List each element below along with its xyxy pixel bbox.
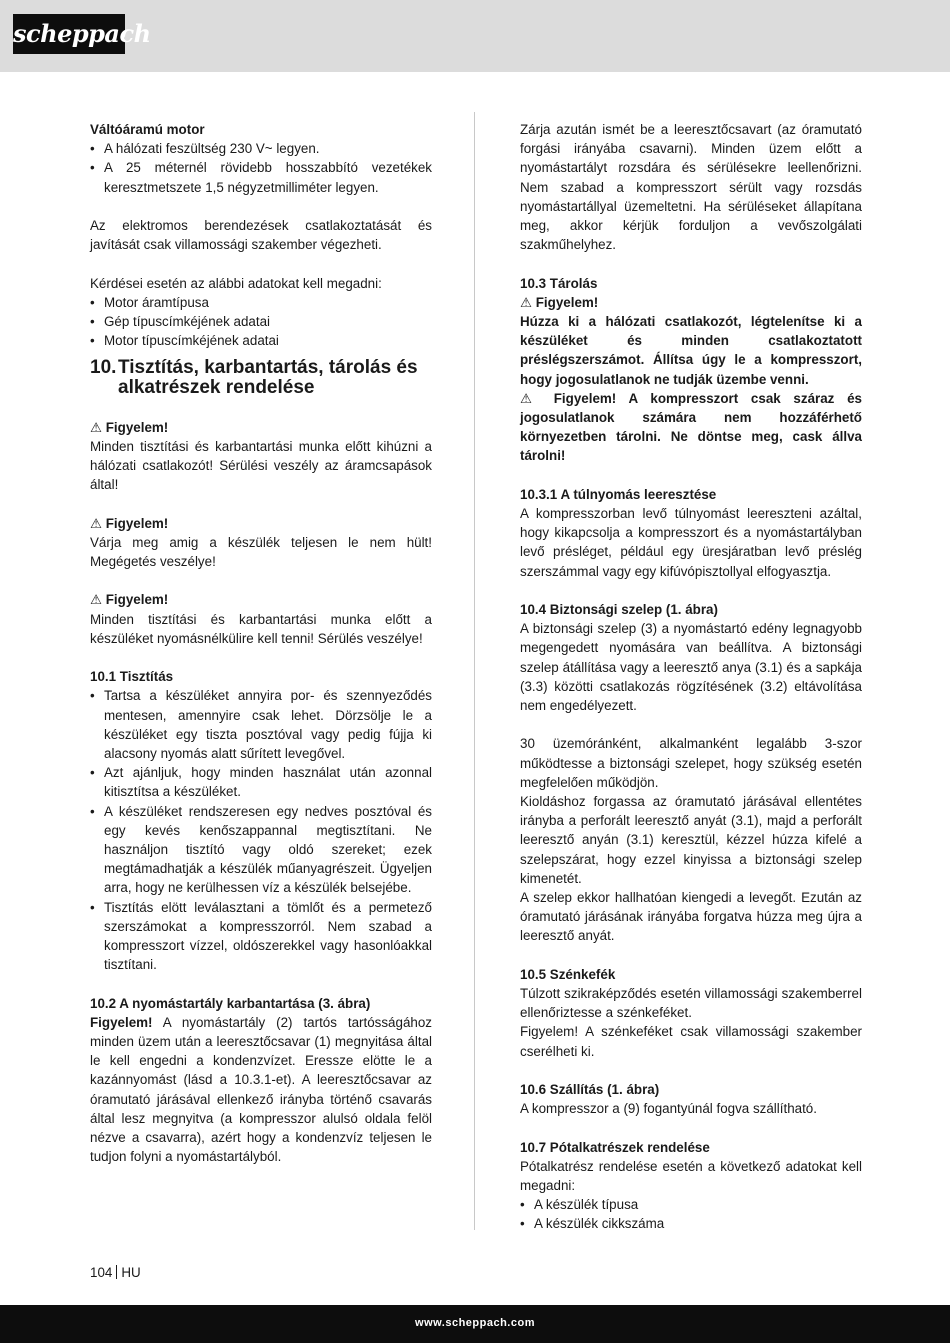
- warning-label: Figyelem!: [105, 592, 169, 608]
- warning-label: Figyelem!: [105, 419, 169, 435]
- tank-title: 10.2 A nyomástartály karbantartása (3. ábra): [90, 995, 371, 1011]
- warning-icon: ⚠: [520, 294, 533, 310]
- warning-heading: [520, 293, 862, 312]
- parts-title: 10.7 Pótalkatrészek rendelése: [520, 1139, 710, 1155]
- language-code: HU: [121, 1265, 141, 1280]
- overpressure-title: 10.3.1 A túlnyomás leeresztése: [520, 486, 717, 502]
- tank-text: Figyelem! A nyomástartály (2) tartós tartósságához minden üzem után a leeresztőcsavar (1) megnyitása által le kell engedni a kondenzvízet. Eressze elötte le a kazánnyomást (lásd a 10.3.1-et). A leeresztőcsavar az óramutató járásával ellenkező irányba történő csavarás által lesz megnyitva (a kompresszor alulsó oldala felöl nézve a csavarra), azért hogy a kondenzvíz teljesen le tudjon folyni a nyomástartályból.: [90, 1014, 432, 1165]
- page-footer: [90, 1265, 141, 1280]
- warning-heading: [90, 418, 432, 437]
- transport-text: A kompresszor a (9) fogantyúnál fogva szállítható.: [520, 1101, 817, 1117]
- warning-heading: [90, 590, 432, 609]
- parts-text: Pótalkatrész rendelése esetén a következő adatokat kell megadni:: [520, 1158, 862, 1194]
- section-heading: [90, 358, 432, 398]
- valve-paragraph: 30 üzemóránként, alkalmanként legalább 3-szor működtesse a biztonsági szelepet, hogy szükség esetén megfelelően működjön.: [520, 736, 862, 790]
- valve-title: 10.4 Biztonsági szelep (1. ábra): [520, 602, 718, 618]
- warning-icon: ⚠: [90, 515, 103, 531]
- motor-list: [90, 139, 432, 197]
- left-column: [90, 120, 432, 1166]
- warning-icon: ⚠: [520, 390, 542, 406]
- list-item: • A készülék típusa: [520, 1195, 862, 1214]
- list-item: • Motor áramtípusa: [90, 293, 432, 312]
- questions-text: Kérdései esetén az alábbi adatokat kell megadni:: [90, 275, 382, 291]
- close-text: Zárja azután ismét be a leeresztőcsavart (az óramutató forgási irányába csavarni). Minden üzem előtt a nyomástartályt rozsdára és sérülésekre leellenőrizni. Nem szabad a kompresszort sérült vagy rozsdás nyomástartállyal üzemeltetni. Ha sérüléseket állapítana meg, akkor kérjük forduljon a vevőszolgálati szakműhelyhez.: [520, 122, 862, 253]
- list-item: • Tisztítás elött leválasztani a tömlőt és a permetező szerszámokat a kompresszorról. Nem szabad a kompresszort vízzel, oldószerekkel vagy hasonlóakkal tisztítani.: [90, 898, 432, 975]
- motor-title: Váltóáramú motor: [90, 122, 205, 137]
- parts-list: [520, 1195, 862, 1233]
- page-number: 104: [90, 1265, 113, 1280]
- list-item: • Motor típuscímkéjének adatai: [90, 331, 432, 350]
- bottom-bar: [0, 1305, 950, 1343]
- cleaning-title: 10.1 Tisztítás: [90, 669, 174, 685]
- warning-icon: ⚠: [90, 592, 103, 608]
- warning-label: Figyelem!: [535, 294, 599, 310]
- transport-title: 10.6 Szállítás (1. ábra): [520, 1082, 660, 1098]
- list-item: • Gép típuscímkéjének adatai: [90, 312, 432, 331]
- warning-heading: [90, 514, 432, 533]
- footer-separator: [116, 1265, 117, 1279]
- list-item: • A 25 méternél rövidebb hosszabbító vezetékek keresztmetszete 1,5 négyzetmilliméter legyen.: [90, 158, 432, 196]
- brush-paragraph: Figyelem! A szénkeféket csak villamossági szakember cserélheti ki.: [520, 1024, 862, 1059]
- list-item: • A készülék cikkszáma: [520, 1214, 862, 1233]
- warning1-text: Minden tisztítási és karbantartási munka előtt kihúzni a hálózati csatlakozót! Sérülési veszély az áramcsapások által!: [90, 438, 432, 493]
- list-item: • Azt ajánljuk, hogy minden használat után azonnal kitisztítsa a készüléket.: [90, 763, 432, 801]
- brush-title: 10.5 Szénkefék: [520, 966, 616, 982]
- warning2-text: Várja meg amig a készülék teljesen le nem hült! Megégetés veszélye!: [90, 534, 432, 569]
- storage-title: 10.3 Tárolás: [520, 275, 598, 291]
- scheppach-logo: scheppach: [13, 14, 125, 54]
- storage-warning2: ⚠ Figyelem! A kompresszort csak száraz és jogosulatlanok számára nem hozzáférhető környezetben tárolni. Ne döntse meg, cask állva tárolni!: [520, 390, 862, 464]
- website-link[interactable]: www.scheppach.com: [415, 1317, 535, 1329]
- tank-lead: Figyelem!: [90, 1014, 153, 1030]
- column-divider: [474, 112, 475, 1230]
- section-title: Tisztítás, karbantartás, tárolás és alkatrészek rendelése: [118, 357, 418, 399]
- list-item: • Tartsa a készüléket annyira por- és szennyeződés mentesen, amennyire csak lehet. Dörzsölje le a készüléket egy tiszta posztóval vagy pedig fújja ki alacsony nyomás alatt sűrített levegővel.: [90, 686, 432, 763]
- brush-paragraph: Túlzott szikraképződés esetén villamossági szakemberrel ellenőriztesse a szénkeféket.: [520, 986, 862, 1021]
- valve-text: A biztonsági szelep (3) a nyomástartó edény legnagyobb megengedett nyomására van beállítva. A biztonsági szelep átállítása vagy a leeresztő anya (3.1) és a sapkája (3.3) közötti csatlakozás rögzítésének (3.2) eltávolítása nem engedélyezett.: [520, 621, 862, 714]
- warning3-text: Minden tisztítási és karbantartási munka előtt a készüléket nyomásnélkülire kell tenni! Sérülés veszélye!: [90, 611, 432, 646]
- question-list: [90, 293, 432, 351]
- overpressure-text: A kompresszorban levő túlnyomást leereszteni azáltal, hogy kikapcsolja a kompresszort és a nyomástartályban levő présléget, például egy üresjáratban levő préslég szerszámmal vagy egy kifúvópisztollyal elfogyasztja.: [520, 506, 862, 579]
- cleaning-list: [90, 686, 432, 974]
- warning-icon: ⚠: [90, 419, 103, 435]
- header-band: [0, 0, 950, 72]
- valve-paragraph: Kioldáshoz forgassa az óramutató járásával ellentétes irányba a perforált leeresztő anyát (3.1), majd a perforált leeresztő anyán (3.1) keresztül, kézzel húzza kifelé a szelepszárat, hogy ezzel kinyissa a biztonsági szelep kimenetét.: [520, 794, 862, 886]
- right-column: [520, 120, 862, 1234]
- electric-text: Az elektromos berendezések csatlakoztatását és javítását csak villamossági szakember végezheti.: [90, 218, 432, 253]
- warning-label: Figyelem!: [105, 515, 169, 531]
- storage-warning-text: Húzza ki a hálózati csatlakozót, légtelenítse ki a készüléket és minden csatlakoztatott préslégszerszámot. Állítsa úgy le a kompresszort, hogy jogosulatlanok ne tudják üzembe venni.: [520, 314, 862, 387]
- list-item: • A hálózati feszültség 230 V~ legyen.: [90, 139, 432, 158]
- section-number: 10.: [90, 357, 117, 379]
- valve-paragraph: A szelep ekkor hallhatóan kiengedi a levegőt. Ezután az óramutató járásának irányába forgatva húzza meg újra a leeresztő anyát.: [520, 890, 862, 944]
- list-item: • A készüléket rendszeresen egy nedves posztóval és egy kevés kenőszappannal megtisztítani. Ne használjon tisztító vagy oldó szereket; ezek megtámadhatják a készülék műanyagrészeit. Ügyeljen arra, hogy ne kerülhessen víz a készülék belsejébe.: [90, 802, 432, 898]
